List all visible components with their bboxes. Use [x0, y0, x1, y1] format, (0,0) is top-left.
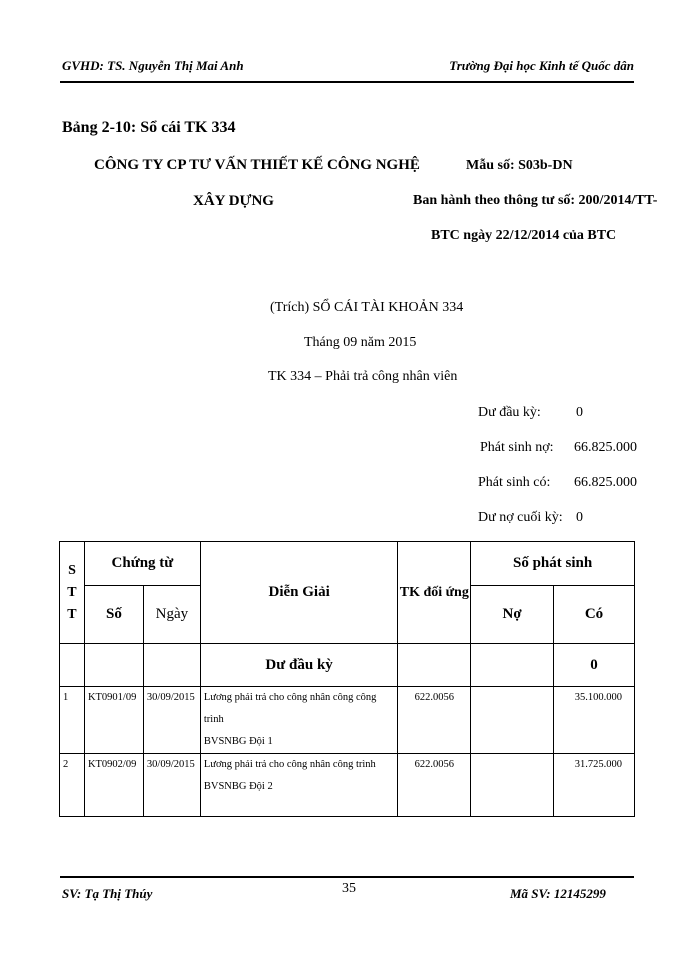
row-description-line1: Lương phải trả cho công nhân công trình — [203, 759, 376, 770]
summary-label: Dư nợ cuối kỳ: — [478, 510, 563, 525]
opening-label: Dư đầu kỳ — [200, 644, 397, 687]
page-number: 35 — [342, 881, 356, 896]
row-stt: 1 — [60, 687, 85, 754]
form-issued-line1: Ban hành theo thông tư số: 200/2014/TT- — [413, 193, 658, 208]
header-university: Trường Đại học Kinh tế Quốc dân — [449, 58, 634, 73]
row-credit: 35.100.000 — [554, 687, 635, 754]
summary-label: Dư đầu kỳ: — [478, 405, 541, 420]
row-description-line2: BVSNBG Đội 2 — [203, 781, 273, 792]
ledger-period: Tháng 09 năm 2015 — [304, 335, 417, 350]
row-stt: 2 — [60, 754, 85, 817]
row-description — [200, 754, 397, 817]
header-description: Diễn Giải — [200, 542, 397, 644]
row-debit — [471, 754, 554, 817]
table-row — [60, 687, 635, 754]
header-amount: Số phát sinh — [471, 542, 635, 586]
header-rule — [60, 81, 634, 83]
ledger-account: TK 334 – Phải trả công nhân viên — [268, 369, 458, 384]
header-credit: Có — [554, 586, 635, 644]
footer-student: SV: Tạ Thị Thúy — [62, 886, 153, 901]
row-description-line2: BVSNBG Đội 1 — [203, 736, 273, 747]
summary-label: Phát sinh có: — [478, 475, 551, 490]
summary-label: Phát sinh nợ: — [480, 440, 554, 455]
footer-rule — [60, 876, 634, 878]
opening-row — [60, 644, 635, 687]
row-voucher-no: KT0901/09 — [84, 687, 143, 754]
row-contra: 622.0056 — [398, 754, 471, 817]
row-voucher-no: KT0902/09 — [84, 754, 143, 817]
form-code: Mẫu số: S03b-DN — [466, 158, 573, 173]
form-issued-line2: BTC ngày 22/12/2014 của BTC — [431, 228, 617, 243]
row-contra: 622.0056 — [398, 687, 471, 754]
table-caption: Bảng 2-10: Sổ cái TK 334 — [62, 119, 236, 136]
opening-credit: 0 — [554, 644, 635, 687]
ledger-table — [59, 541, 635, 817]
summary-value: 66.825.000 — [574, 440, 637, 455]
row-debit — [471, 687, 554, 754]
summary-value: 0 — [576, 510, 583, 525]
header-stt: S T T — [60, 542, 85, 644]
header-voucher-no: Số — [84, 586, 143, 644]
header-voucher-date: Ngày — [143, 586, 200, 644]
company-name-line1: CÔNG TY CP TƯ VẤN THIẾT KẾ CÔNG NGHỆ — [94, 157, 420, 173]
row-description — [200, 687, 397, 754]
footer-student-id: Mã SV: 12145299 — [510, 886, 606, 901]
company-name-line2: XÂY DỰNG — [193, 193, 274, 209]
summary-value: 0 — [576, 405, 583, 420]
header-advisor: GVHD: TS. Nguyễn Thị Mai Anh — [62, 58, 244, 73]
header-contra-account: TK đối ứng — [398, 542, 471, 644]
row-description-line1: Lương phải trả cho công nhân công công trình — [203, 692, 377, 725]
header-debit: Nợ — [471, 586, 554, 644]
row-voucher-date: 30/09/2015 — [143, 687, 200, 754]
row-credit: 31.725.000 — [554, 754, 635, 817]
summary-value: 66.825.000 — [574, 475, 637, 490]
header-voucher: Chứng từ — [84, 542, 200, 586]
row-voucher-date: 30/09/2015 — [143, 754, 200, 817]
table-row — [60, 754, 635, 817]
ledger-title: (Trích) SỔ CÁI TÀI KHOẢN 334 — [270, 300, 464, 315]
